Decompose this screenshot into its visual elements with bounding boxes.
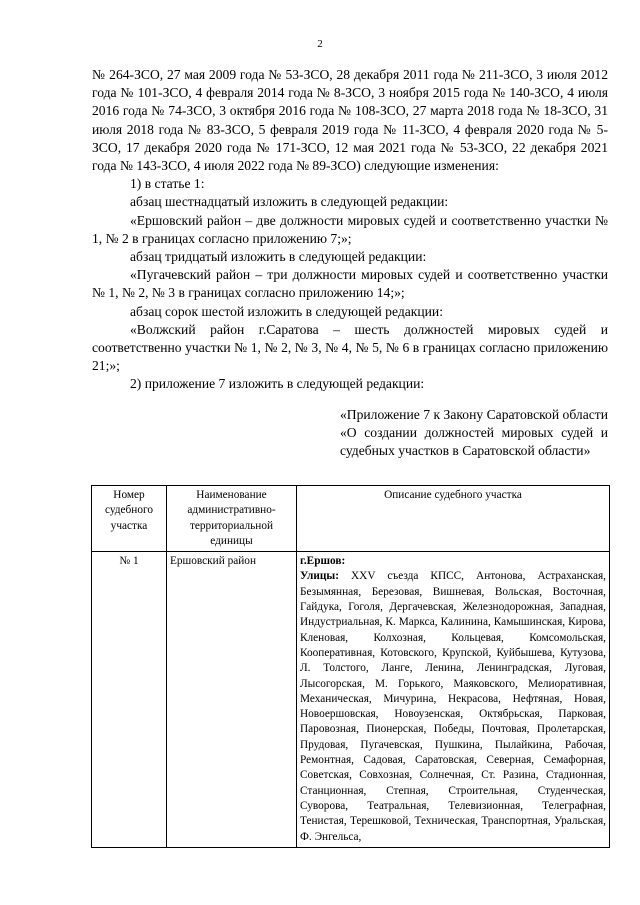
appendix-caption: «Приложение 7 к Закону Саратовской области «О создании должностей мировых судей и судебных участков в Саратовской области» — [340, 407, 608, 459]
table-header-row — [92, 486, 610, 552]
paragraph-volzhsky-district: «Волжский район г.Саратова – шесть должностей мировых судей и соответственно участки № 1, № 2, № 3, № 4, № 5, № 6 в границах согласно приложению 21;»; — [92, 321, 608, 374]
streets-list: XXV съезда КПСС, Антонова, Астраханская, Безымянная, Березовая, Вишневая, Вольская, Восточная, Гайдука, Гоголя, Дергачевская, Железнодорожная, Западная, Индустриальная, К. Маркса, Калинина, Камышинская, Кирова, Кленовая, Колхозная, Кольцевая, Комсомольская, Кооперативная, Котовского, Крупской, Куйбышева, Кутузова, Л. Толстого, Ланге, Ленина, Ленинградская, Луговая, Лысогорская, М. Горького, Маяковского, Мелиоративная, Механическая, Мичурина, Некрасова, Нефтяная, Новая, Новоершовская, Новоузенская, Октябрьская, Парковая, Паровозная, Пионерская, Победы, Почтовая, Пролетарская, Прудовая, Пугачевская, Пушкина, Пылайкина, Рабочая, Ремонтная, Садовая, Саратовская, Северная, Семафорная, Советская, Совхозная, Солнечная, Ст. Разина, Стадионная, Станционная, Степная, Строительная, Студенческая, Суворова, Театральная, Телевизионная, Телеграфная, Тенистая, Терешковой, Техническая, Транспортная, Уральская, Ф. Энгельса, — [300, 570, 606, 843]
page-number: 2 — [317, 38, 323, 50]
header-description: Описание судебного участка — [297, 486, 610, 552]
paragraph-abzac-30: абзац тридцатый изложить в следующей редакции: — [130, 249, 427, 265]
paragraph-abzac-16: абзац шестнадцатый изложить в следующей редакции: — [130, 194, 449, 210]
paragraph-abzac-46: абзац сорок шестой изложить в следующей редакции: — [130, 303, 443, 319]
cell-admin-unit: Ершовский район — [167, 552, 297, 848]
header-admin-unit: Наименование административно-территориальной единицы — [167, 486, 297, 552]
paragraph-pugachev-district: «Пугачевский район – три должности мировых судей и соответственно участки № 1, № 2, № 3 в границах согласно приложению 14;»; — [92, 267, 608, 301]
paragraph-law-list: № 264-ЗСО, 27 мая 2009 года № 53-ЗСО, 28 декабря 2011 года № 211-ЗСО, 3 июля 2012 года № 101-ЗСО, 4 февраля 2014 года № 8-ЗСО, 3 ноября 2015 года № 140-ЗСО, 4 июля 2016 года № 74-ЗСО, 3 октября 2016 года № 108-ЗСО, 27 марта 2018 года № 18-ЗСО, 31 июля 2018 года № 83-ЗСО, 5 февраля 2019 года № 11-ЗСО, 4 февраля 2020 года № 5-ЗСО, 17 декабря 2020 года № 171-ЗСО, 12 мая 2021 года № 53-ЗСО, 22 декабря 2021 года № 143-ЗСО, 4 июля 2022 года № 89-ЗСО) следующие изменения: — [92, 67, 608, 174]
paragraph-article-1: 1) в статье 1: — [130, 176, 205, 192]
cell-description — [297, 552, 610, 848]
paragraph-ershov-district: «Ершовский район – две должности мировых судей и соответственно участки № 1, № 2 в границах согласно приложению 7;»; — [92, 212, 608, 246]
court-district-table — [91, 485, 610, 848]
streets-label: Улицы: — [300, 570, 339, 583]
header-district-number: Номер судебного участка — [92, 486, 167, 552]
cell-district-number: № 1 — [92, 552, 167, 848]
paragraph-appendix-7: 2) приложение 7 изложить в следующей редакции: — [130, 376, 425, 392]
table-row — [92, 552, 610, 848]
law-amendment-text — [92, 66, 608, 394]
city-name: г.Ершов: — [300, 555, 346, 568]
